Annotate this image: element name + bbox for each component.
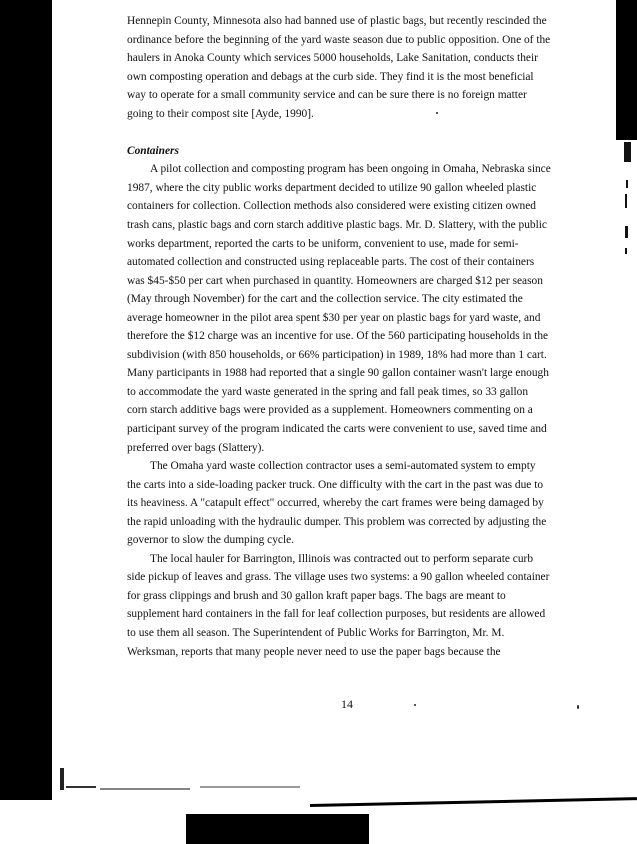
scan-speck bbox=[577, 705, 579, 709]
scan-speck bbox=[414, 704, 416, 706]
scan-border-left bbox=[0, 0, 52, 800]
scan-edge-marks bbox=[622, 130, 634, 260]
paragraph-omaha-contractor: The Omaha yard waste collection contractor uses a semi-automated system to empty the carts into a side-loading packer truck. One difficulty with the cart in the past was due to its heaviness. A "catapult effect" occurred, whereby the cart frames were being damaged by the rapid unloading with the hydraulic dumper. This problem was corrected by adjusting the governor to slow the dumping cycle. bbox=[127, 460, 547, 547]
document-body bbox=[127, 12, 551, 661]
paragraph-barrington: The local hauler for Barrington, Illinois was contracted out to perform separate curb side pickup of leaves and grass. The village uses two systems: a 90 gallon wheeled container for grass clippings and brush and 30 gallon kraft paper bags. The bags are meant to supplement hard containers in the fall for leaf collection purposes, but residents are allowed to use them all season. The Superintendent of Public Works for Barrington, Mr. M. Werksman, reports that many people never need to use the paper bags because the bbox=[127, 552, 550, 658]
paragraph-hennepin: Hennepin County, Minnesota also had banned use of plastic bags, but recently rescinded the ordinance before the beginning of the yard waste season due to public opposition. One of the haulers in Anoka County which services 5000 households, Lake Sanitation, conducts their own composting operation and debags at the curb side. They find it is the most beneficial way to operate for a small community service and can be sure there is no foreign matter going to their compost site [Ayde, 1990]. bbox=[127, 15, 551, 120]
scan-bottom-artifacts bbox=[60, 750, 637, 800]
page-number: 14 bbox=[341, 697, 353, 711]
paragraph-omaha-pilot: A pilot collection and composting program has been ongoing in Omaha, Nebraska since 1987, where the city public works department decided to utilize 90 gallon wheeled plastic containers for collection. Collection methods also considered were existing citizen owned trash cans, plastic bags and corn starch additive plastic bags. Mr. D. Slattery, with the public works department, reported the carts to be uniform, convenient to use, made for semi-automated collection and constructed using replaceable parts. The cost of their containers was $45-$50 per cart when purchased in quantity. Homeowners are charged $12 per season (May through November) for the cart and the collection service. The city estimated the average homeowner in the pilot area spent $30 per year on plastic bags for yard waste, and therefore the $12 charge was an incentive for use. Of the 560 participating households in the subdivision (with 850 households, or 66% participation) in 1989, 18% had more than 1 cart. Many participants in 1988 had reported that a single 90 gallon container wasn't large enough to accommodate the yard waste generated in the spring and fall peak times, so 33 gallon corn starch additive bags were provided as a supplement. Homeowners commenting on a participant survey of the program indicated the carts were convenient to use, saved time and preferred over bags (Slattery). bbox=[127, 163, 551, 454]
section-heading-containers: Containers bbox=[127, 144, 179, 157]
scan-border-right bbox=[616, 0, 637, 140]
scan-speck bbox=[436, 112, 438, 114]
